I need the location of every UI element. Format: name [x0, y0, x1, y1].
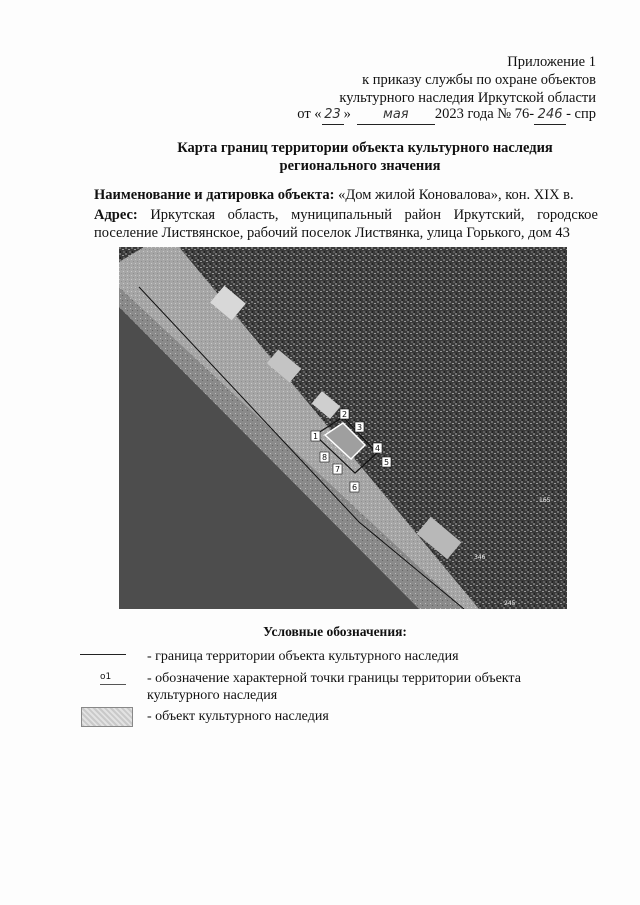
point-1-label: 1 — [313, 432, 319, 441]
point-2-label: 2 — [342, 410, 348, 419]
map-svg — [119, 247, 567, 609]
point-3-label: 3 — [357, 423, 363, 432]
title-line-2: регионального значения — [279, 158, 441, 174]
point-5-label: 5 — [384, 458, 390, 467]
document-title — [0, 139, 640, 175]
point-4-label: 4 — [375, 444, 381, 453]
point-symbol: о1 — [100, 672, 112, 682]
legend-title: Условные обозначения: — [263, 624, 407, 639]
date-month: мая — [357, 106, 435, 125]
date-day: 23 — [322, 106, 344, 125]
order-reference: к приказу службы по охране объектов — [362, 72, 596, 88]
legend-object: - объект культурного наследия — [147, 709, 329, 724]
point-8-label: 8 — [322, 453, 328, 462]
point-7-label: 7 — [335, 465, 341, 474]
order-suffix: - спр — [566, 106, 596, 122]
object-name — [94, 186, 598, 204]
date-prefix: от « — [297, 106, 322, 122]
boundary-line-symbol — [80, 654, 126, 655]
order-date-line — [297, 105, 596, 125]
date-year: 2023 года № 76- — [434, 106, 535, 122]
object-address — [94, 206, 598, 242]
parcel-label: 245 — [504, 600, 516, 607]
object-name-label: Наименование и датировка объекта: — [94, 187, 335, 203]
object-name-value: «Дом жилой Коновалова», кон. XIX в. — [334, 187, 574, 203]
date-day-close: » — [343, 106, 351, 122]
parcel-label: 346 — [474, 554, 486, 561]
object-hatch-symbol — [81, 707, 133, 727]
satellite-map — [119, 247, 567, 609]
appendix-label: Приложение 1 — [507, 54, 596, 70]
parcel-label: 165 — [539, 497, 551, 504]
address-label: Адрес: — [94, 207, 138, 223]
point-6-label: 6 — [352, 483, 358, 492]
order-number: 246 — [534, 106, 566, 125]
legend-point: - обозначение характерной точки границы территории объекта культурного наследия — [147, 671, 521, 703]
legend-boundary: - граница территории объекта культурного наследия — [147, 649, 459, 664]
address-value: Иркутская область, муниципальный район Иркутский, городское поселение Листвянское, рабочий поселок Листвянка, улица Горького, дом 43 — [94, 207, 598, 241]
title-line-1: Карта границ территории объекта культурного наследия — [177, 140, 553, 156]
order-authority: культурного наследия Иркутской области — [339, 90, 596, 106]
